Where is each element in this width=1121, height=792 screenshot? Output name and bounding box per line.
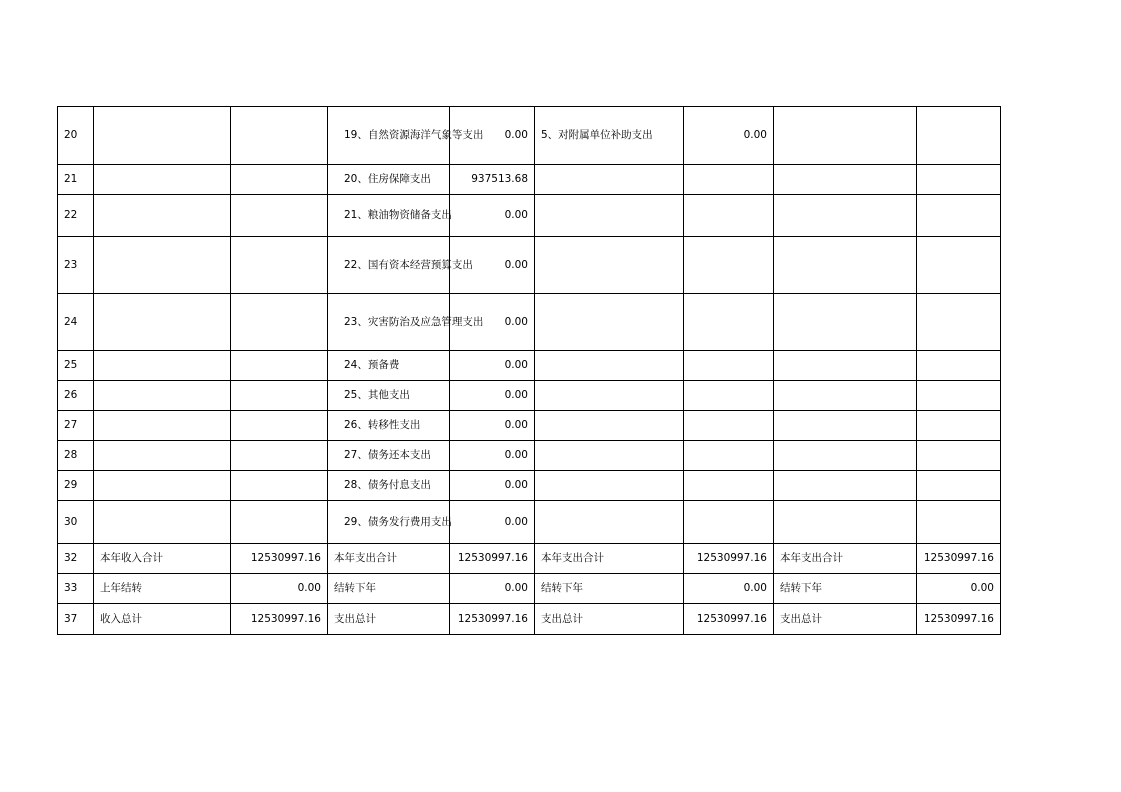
expense-economic-item: 支出总计 [535, 604, 684, 635]
expense-economic-item [535, 471, 684, 501]
expense-other-item [774, 411, 917, 441]
expense-function-item [328, 411, 450, 441]
expense-economic-amount [684, 501, 774, 544]
expense-other-amount: 12530997.16 [917, 604, 1001, 635]
expense-economic-amount: 0.00 [684, 107, 774, 165]
income-amount: 12530997.16 [231, 604, 328, 635]
row-index: 23 [58, 237, 94, 294]
income-item [94, 471, 231, 501]
income-item [94, 381, 231, 411]
expense-function-amount: 0.00 [450, 195, 535, 237]
expense-economic-amount [684, 351, 774, 381]
income-item [94, 411, 231, 441]
row-index: 37 [58, 604, 94, 635]
expense-function-amount: 0.00 [450, 237, 535, 294]
expense-function-label: 22、国有资本经营预算支出 [344, 258, 473, 271]
expense-economic-item [535, 501, 684, 544]
expense-economic-amount [684, 411, 774, 441]
expense-economic-amount [684, 381, 774, 411]
income-item [94, 351, 231, 381]
income-item [94, 294, 231, 351]
expense-other-amount [917, 471, 1001, 501]
expense-function-amount: 0.00 [450, 107, 535, 165]
expense-function-item: 支出总计 [328, 604, 450, 635]
row-index: 32 [58, 544, 94, 574]
table-row [58, 165, 1001, 195]
expense-function-amount: 0.00 [450, 574, 535, 604]
expense-other-item: 结转下年 [774, 574, 917, 604]
expense-other-amount [917, 165, 1001, 195]
income-amount [231, 441, 328, 471]
expense-economic-item [535, 165, 684, 195]
expense-other-item [774, 165, 917, 195]
income-item [94, 501, 231, 544]
expense-economic-amount [684, 471, 774, 501]
expense-other-item [774, 351, 917, 381]
expense-economic-item: 本年支出合计 [535, 544, 684, 574]
income-amount [231, 411, 328, 441]
expense-economic-item [535, 411, 684, 441]
expense-function-label: 28、债务付息支出 [344, 479, 431, 491]
table-row [58, 471, 1001, 501]
expense-function-amount: 0.00 [450, 501, 535, 544]
expense-economic-amount [684, 294, 774, 351]
income-item: 上年结转 [94, 574, 231, 604]
expense-economic-amount [684, 441, 774, 471]
expense-function-item: 结转下年 [328, 574, 450, 604]
expense-function-label: 26、转移性支出 [344, 419, 421, 431]
income-amount: 12530997.16 [231, 544, 328, 574]
expense-economic-amount [684, 195, 774, 237]
table-row-total [58, 544, 1001, 574]
expense-other-item [774, 381, 917, 411]
expense-other-amount [917, 501, 1001, 544]
table-row [58, 107, 1001, 165]
expense-function-item [328, 501, 450, 544]
income-amount [231, 501, 328, 544]
expense-function-label: 25、其他支出 [344, 389, 410, 401]
table-row [58, 237, 1001, 294]
row-index: 27 [58, 411, 94, 441]
expense-other-item [774, 195, 917, 237]
table-row-grand-total [58, 604, 1001, 635]
expense-function-label: 23、灾害防治及应急管理支出 [344, 315, 484, 328]
income-amount [231, 381, 328, 411]
income-item [94, 107, 231, 165]
expense-economic-item [535, 381, 684, 411]
row-index: 25 [58, 351, 94, 381]
expense-other-amount [917, 411, 1001, 441]
expense-economic-amount: 0.00 [684, 574, 774, 604]
expense-function-item [328, 441, 450, 471]
expense-economic-item [535, 195, 684, 237]
expense-other-item [774, 501, 917, 544]
expense-other-amount: 0.00 [917, 574, 1001, 604]
expense-function-amount: 0.00 [450, 351, 535, 381]
expense-economic-item: 5、对附属单位补助支出 [535, 107, 684, 165]
expense-economic-item [535, 351, 684, 381]
row-index: 21 [58, 165, 94, 195]
table-row [58, 195, 1001, 237]
row-index: 29 [58, 471, 94, 501]
income-amount [231, 471, 328, 501]
expense-function-amount: 0.00 [450, 471, 535, 501]
expense-function-amount: 12530997.16 [450, 604, 535, 635]
income-amount [231, 107, 328, 165]
expense-function-item [328, 381, 450, 411]
expense-other-item [774, 471, 917, 501]
expense-economic-item [535, 237, 684, 294]
income-amount [231, 195, 328, 237]
row-index: 24 [58, 294, 94, 351]
expense-economic-item: 结转下年 [535, 574, 684, 604]
table-row [58, 294, 1001, 351]
budget-table [57, 106, 1001, 635]
expense-economic-amount: 12530997.16 [684, 544, 774, 574]
expense-economic-amount [684, 165, 774, 195]
row-index: 26 [58, 381, 94, 411]
expense-function-label: 19、自然资源海洋气象等支出 [344, 129, 484, 141]
income-item [94, 441, 231, 471]
table-row [58, 411, 1001, 441]
expense-other-amount [917, 381, 1001, 411]
expense-economic-amount [684, 237, 774, 294]
expense-other-item: 支出总计 [774, 604, 917, 635]
expense-function-label: 29、债务发行费用支出 [344, 515, 452, 528]
expense-function-amount: 12530997.16 [450, 544, 535, 574]
expense-other-amount [917, 294, 1001, 351]
expense-function-amount: 0.00 [450, 294, 535, 351]
expense-other-item [774, 237, 917, 294]
income-amount [231, 165, 328, 195]
row-index: 22 [58, 195, 94, 237]
table-row [58, 381, 1001, 411]
expense-function-amount: 0.00 [450, 411, 535, 441]
expense-other-amount [917, 441, 1001, 471]
row-index: 28 [58, 441, 94, 471]
table-row-carryover [58, 574, 1001, 604]
income-item [94, 237, 231, 294]
expense-other-amount [917, 237, 1001, 294]
expense-function-amount: 0.00 [450, 441, 535, 471]
income-item [94, 195, 231, 237]
expense-function-label: 27、债务还本支出 [344, 449, 431, 461]
expense-economic-amount: 12530997.16 [684, 604, 774, 635]
income-amount [231, 237, 328, 294]
expense-function-item: 本年支出合计 [328, 544, 450, 574]
expense-function-item [328, 107, 484, 165]
expense-other-amount [917, 195, 1001, 237]
expense-function-item [328, 471, 450, 501]
row-index: 30 [58, 501, 94, 544]
expense-function-item [328, 294, 484, 351]
table-row [58, 501, 1001, 544]
expense-function-item [328, 237, 473, 294]
expense-function-item [328, 351, 450, 381]
table-row [58, 351, 1001, 381]
expense-other-amount [917, 107, 1001, 165]
income-item: 本年收入合计 [94, 544, 231, 574]
expense-function-amount: 937513.68 [450, 165, 535, 195]
row-index: 20 [58, 107, 94, 165]
expense-economic-item [535, 294, 684, 351]
row-index: 33 [58, 574, 94, 604]
income-item [94, 165, 231, 195]
expense-function-amount: 0.00 [450, 381, 535, 411]
expense-function-item [328, 165, 450, 195]
expense-other-amount [917, 351, 1001, 381]
expense-other-item [774, 294, 917, 351]
table-row [58, 441, 1001, 471]
expense-other-item: 本年支出合计 [774, 544, 917, 574]
income-amount [231, 351, 328, 381]
expense-other-item [774, 441, 917, 471]
expense-other-item [774, 107, 917, 165]
income-item: 收入总计 [94, 604, 231, 635]
expense-function-label: 20、住房保障支出 [344, 173, 431, 185]
income-amount: 0.00 [231, 574, 328, 604]
expense-function-label: 21、粮油物资储备支出 [344, 209, 452, 221]
expense-function-item [328, 195, 450, 237]
income-amount [231, 294, 328, 351]
expense-function-label: 24、预备费 [344, 359, 400, 371]
expense-economic-item [535, 441, 684, 471]
expense-other-amount: 12530997.16 [917, 544, 1001, 574]
